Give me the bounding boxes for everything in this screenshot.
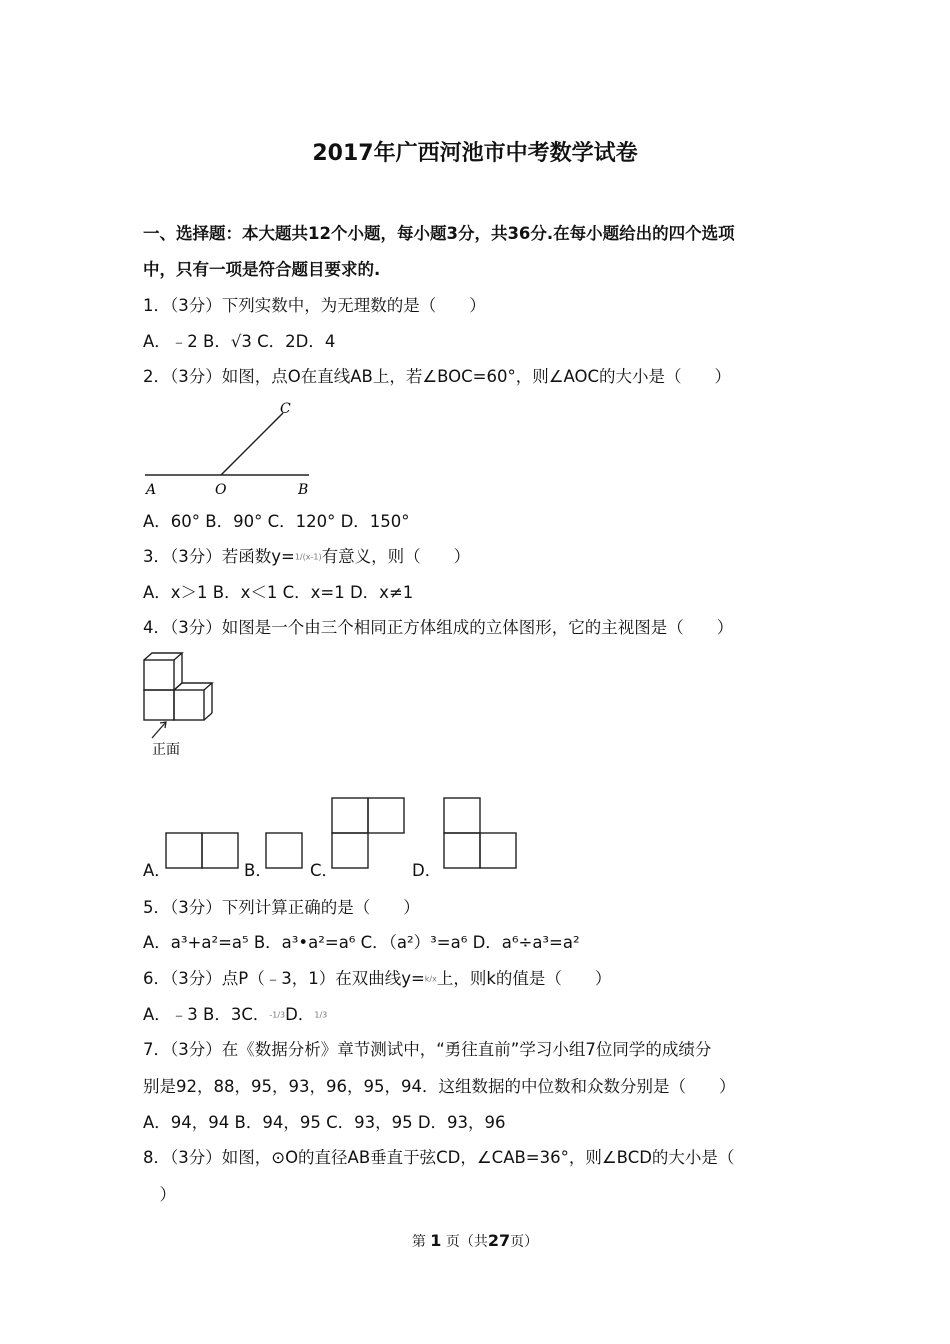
q4-option-d-figure (443, 797, 519, 871)
footer-middle: 页（共 (445, 1234, 488, 1250)
q2-label-o: O (215, 482, 227, 498)
q4-option-a-label: A． (143, 861, 171, 880)
q6-stem-start: 6．（3分）点P（﹣3，1）在双曲线y= (143, 969, 425, 988)
q1-stem: 1．（3分）下列实数中，为无理数的是（ ） (143, 296, 486, 315)
q7-options: A．94，94 B．94，95 C．93，95 D．93，96 (143, 1113, 506, 1132)
q8-stem-line2: ） (143, 1185, 176, 1204)
q5-options: A．a³+a²=a⁵ B．a³•a²=a⁶ C．（a²）³=a⁶ D．a⁶÷a³=a² (143, 933, 580, 952)
q3-fraction: 1/(x-1) (294, 552, 322, 562)
q4-solid-figure (140, 650, 220, 760)
q4-option-c-label: C． (310, 861, 339, 880)
q4-option-c-figure (331, 797, 407, 871)
q6-options-start: A．﹣3 B．3C． (143, 1005, 270, 1024)
q6-stem-end: 上，则k的值是（ ） (436, 969, 612, 988)
footer-total-pages: 27 (487, 1231, 511, 1250)
q2-label-c: C (280, 401, 291, 417)
q4-option-d-label: D． (412, 861, 442, 880)
footer-page-number: 1 (430, 1231, 442, 1250)
footer-prefix: 第 (411, 1234, 426, 1250)
q7-stem-line1: 7．（3分）在《数据分析》章节测试中，“勇往直前”学习小组7位同学的成绩分 (143, 1040, 712, 1059)
section-heading-line2: 中，只有一项是符合题目要求的. (143, 260, 381, 279)
q3-stem (143, 547, 470, 568)
q6-option-d-fraction: 1/3 (314, 1010, 328, 1020)
q6-option-c-fraction: -1/3 (269, 1010, 286, 1020)
q4-option-a-figure (165, 832, 241, 870)
q2-options: A．60° B．90° C．120° D．150° (143, 512, 410, 531)
section-heading-line1: 一、选择题：本大题共12个小题，每小题3分，共36分.在每小题给出的四个选项 (143, 224, 735, 243)
q2-angle-figure (143, 398, 323, 498)
q4-front-label: 正面 (152, 742, 180, 758)
q1-options: A．﹣2 B．√3 C．2D．4 (143, 332, 336, 351)
page-title: 2017年广西河池市中考数学试卷 (312, 141, 638, 166)
page-footer (0, 1231, 950, 1251)
q2-label-b: B (298, 482, 309, 498)
q5-stem: 5．（3分）下列计算正确的是（ ） (143, 898, 420, 917)
q6-fraction: k/x (424, 974, 437, 984)
q2-stem: 2．（3分）如图，点O在直线AB上，若∠BOC=60°，则∠AOC的大小是（ ） (143, 367, 732, 386)
q6-options (143, 1005, 327, 1026)
q4-option-b-figure (265, 832, 305, 870)
q6-stem (143, 969, 611, 990)
q4-option-b-label: B． (244, 861, 272, 880)
q8-stem-line1: 8．（3分）如图，⊙O的直径AB垂直于弦CD，∠CAB=36°，则∠BCD的大小是（ (143, 1148, 735, 1167)
q7-stem-line2: 别是92，88，95，93，96，95，94．这组数据的中位数和众数分别是（ ） (143, 1077, 736, 1096)
q4-stem: 4．（3分）如图是一个由三个相同正方体组成的立体图形，它的主视图是（ ） (143, 618, 734, 637)
q6-options-mid: D． (285, 1005, 315, 1024)
q3-stem-start: 3．（3分）若函数y= (143, 547, 295, 566)
q3-stem-end: 有意义，则（ ） (321, 547, 471, 566)
q3-options: A．x＞1 B．x＜1 C．x=1 D．x≠1 (143, 583, 414, 602)
footer-suffix: 页） (510, 1234, 539, 1250)
q2-label-a: A (146, 482, 157, 498)
